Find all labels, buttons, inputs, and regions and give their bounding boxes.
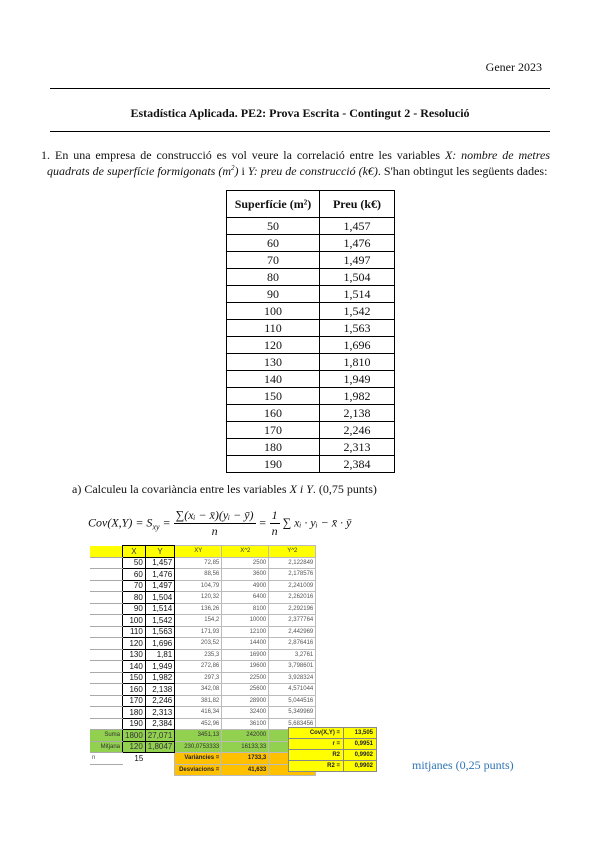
price-cell: 1,504 — [320, 269, 395, 286]
sheet-row-margin — [90, 557, 123, 569]
question-number: 1. — [41, 148, 50, 162]
sheet-row-margin — [90, 615, 123, 627]
sheet-cell: 100 — [123, 615, 146, 627]
sheet-cell: 1,696 — [145, 638, 174, 650]
result-label: R2 — [289, 750, 344, 761]
sheet-cell: 5,044516 — [269, 695, 316, 707]
sheet-cell: 1,949 — [145, 661, 174, 673]
sheet-sum-cell: 242000 — [222, 730, 269, 742]
means-note: mitjanes (0,25 punts) — [412, 758, 514, 772]
variance-x: 1733,3 — [222, 753, 269, 765]
surface-cell: 50 — [227, 218, 320, 235]
sheet-cell: 272,86 — [175, 661, 222, 673]
surface-cell: 190 — [227, 456, 320, 473]
sheet-row — [90, 557, 316, 569]
sheet-cell: 1,497 — [145, 580, 174, 592]
desv-x: 41,633 — [222, 764, 269, 776]
result-row — [289, 750, 377, 761]
sheet-cell: 452,96 — [175, 718, 222, 730]
sheet-row — [90, 707, 316, 719]
sheet-cell: 2,241009 — [269, 580, 316, 592]
exam-date: Gener 2023 — [485, 60, 542, 74]
sheet-cell: 104,79 — [175, 580, 222, 592]
sheet-row-margin — [90, 707, 123, 719]
page-title: Estadística Aplicada. PE2: Prova Escrita - Contingut 2 - Resolució — [130, 106, 470, 120]
result-label: R2 = — [289, 761, 344, 772]
sheet-row-margin — [90, 638, 123, 650]
table-row — [227, 371, 395, 388]
price-cell: 1,542 — [320, 303, 395, 320]
col-header-price: Preu (k€) — [320, 191, 395, 218]
table-row — [227, 337, 395, 354]
price-cell: 1,696 — [320, 337, 395, 354]
sheet-cell: 297,3 — [175, 672, 222, 684]
sheet-cell: 342,08 — [175, 684, 222, 696]
table-row — [227, 235, 395, 252]
sheet-cell: 2,876416 — [269, 638, 316, 650]
sheet-sum-cell: 27,071 — [145, 730, 174, 742]
surface-cell: 60 — [227, 235, 320, 252]
sheet-row — [90, 603, 316, 615]
table-row — [227, 218, 395, 235]
sheet-cell: 154,2 — [175, 615, 222, 627]
result-row — [289, 739, 377, 750]
sheet-cell: 2,138 — [145, 684, 174, 696]
variances-label: Variàncies = — [175, 753, 222, 765]
sheet-mean-row — [90, 741, 316, 753]
sheet-cell: 6400 — [222, 592, 269, 604]
sheet-empty — [145, 764, 174, 776]
surface-cell: 150 — [227, 388, 320, 405]
sheet-cell: 4900 — [222, 580, 269, 592]
sheet-cell: 2,313 — [145, 707, 174, 719]
sheet-cell: 171,93 — [175, 626, 222, 638]
sheet-row-margin — [90, 684, 123, 696]
sheet-header-cell: XY — [175, 546, 222, 558]
sheet-cell: 22500 — [222, 672, 269, 684]
sheet-cell: 4,571044 — [269, 684, 316, 696]
sheet-sum-row — [90, 730, 316, 742]
sheet-cell: 19600 — [222, 661, 269, 673]
sheet-cell: 180 — [123, 707, 146, 719]
price-cell: 1,476 — [320, 235, 395, 252]
sheet-sum-cell: 1800 — [123, 730, 146, 742]
sheet-cell: 1,476 — [145, 569, 174, 581]
sheet-cell: 381,82 — [175, 695, 222, 707]
table-row — [227, 303, 395, 320]
table-row — [227, 456, 395, 473]
sheet-mean-cell: 16133,33 — [222, 741, 269, 753]
sheet-cell: 5,683456 — [269, 718, 316, 730]
sheet-sum-cell: Suma — [90, 730, 123, 742]
table-row — [227, 354, 395, 371]
data-table — [226, 190, 395, 473]
col-header-surface: Superfície (m²) — [227, 191, 320, 218]
surface-cell: 100 — [227, 303, 320, 320]
sheet-cell: 72,85 — [175, 557, 222, 569]
sheet-n-label: n — [90, 753, 123, 765]
sheet-cell: 2,377764 — [269, 615, 316, 627]
table-row — [227, 320, 395, 337]
question-1 — [41, 148, 550, 178]
sheet-mean-cell: 120 — [123, 741, 146, 753]
sheet-cell: 14400 — [222, 638, 269, 650]
result-value: 0,9902 — [344, 750, 377, 761]
surface-cell: 170 — [227, 422, 320, 439]
sheet-cell: 10000 — [222, 615, 269, 627]
sheet-row-margin — [90, 603, 123, 615]
sheet-cell: 16900 — [222, 649, 269, 661]
price-cell: 2,313 — [320, 439, 395, 456]
title-divider — [50, 131, 550, 132]
top-divider — [50, 88, 550, 89]
surface-cell: 180 — [227, 439, 320, 456]
table-row — [227, 388, 395, 405]
table-row — [227, 405, 395, 422]
sheet-row-margin — [90, 649, 123, 661]
sheet-cell: 136,26 — [175, 603, 222, 615]
sheet-cell: 150 — [123, 672, 146, 684]
sheet-header-cell: X — [123, 546, 146, 558]
sheet-cell: 2,246 — [145, 695, 174, 707]
sheet-desv-row — [90, 764, 316, 776]
sheet-row — [90, 718, 316, 730]
sheet-cell: 2,384 — [145, 718, 174, 730]
sheet-empty — [145, 753, 174, 765]
spreadsheet-screenshot — [90, 545, 316, 776]
sheet-cell: 60 — [123, 569, 146, 581]
sheet-row-margin — [90, 569, 123, 581]
sheet-cell: 5,349969 — [269, 707, 316, 719]
sheet-cell: 50 — [123, 557, 146, 569]
sheet-sum-cell: 3451,13 — [175, 730, 222, 742]
sheet-cell: 1,457 — [145, 557, 174, 569]
sheet-empty — [123, 764, 146, 776]
sheet-cell: 2,122849 — [269, 557, 316, 569]
result-row — [289, 761, 377, 772]
sheet-cell: 28900 — [222, 695, 269, 707]
sheet-corner — [90, 546, 123, 558]
result-value: 0,9902 — [344, 761, 377, 772]
price-cell: 1,514 — [320, 286, 395, 303]
sheet-cell: 8100 — [222, 603, 269, 615]
surface-cell: 120 — [227, 337, 320, 354]
sheet-cell: 110 — [123, 626, 146, 638]
sheet-row-margin — [90, 672, 123, 684]
sheet-cell: 2,442969 — [269, 626, 316, 638]
sheet-row-margin — [90, 661, 123, 673]
sheet-header-cell: X^2 — [222, 546, 269, 558]
price-cell: 2,246 — [320, 422, 395, 439]
price-cell: 1,982 — [320, 388, 395, 405]
sheet-cell: 140 — [123, 661, 146, 673]
question-text-2: i — [238, 164, 248, 178]
sheet-header-row — [90, 546, 316, 558]
sheet-row-margin — [90, 626, 123, 638]
desv-label: Desviacions = — [175, 764, 222, 776]
sheet-cell: 1,514 — [145, 603, 174, 615]
sheet-cell: 1,982 — [145, 672, 174, 684]
sheet-empty — [90, 764, 123, 776]
price-cell: 2,384 — [320, 456, 395, 473]
table-row — [227, 422, 395, 439]
price-cell: 1,810 — [320, 354, 395, 371]
formula-fraction: $\frac{\text{∑(xᵢ − x̄)(yᵢ − ȳ)}}{n}$ — [175, 508, 254, 538]
sheet-row — [90, 580, 316, 592]
sheet-row — [90, 626, 316, 638]
question-text-3: . S'han obtingut les següents dades: — [377, 164, 548, 178]
sheet-n-value: 15 — [134, 754, 144, 763]
table-row — [227, 252, 395, 269]
sheet-cell: 3,928324 — [269, 672, 316, 684]
table-row — [227, 269, 395, 286]
sheet-cell: 1,81 — [145, 649, 174, 661]
surface-cell: 140 — [227, 371, 320, 388]
sheet-cell: 12100 — [222, 626, 269, 638]
sheet-cell: 170 — [123, 695, 146, 707]
sheet-cell: 130 — [123, 649, 146, 661]
sheet-cell: 36100 — [222, 718, 269, 730]
variable-x: X: nombre de metres quadrats de superfície formigonats $(m^2)$ — [47, 148, 550, 178]
sheet-row-margin — [90, 695, 123, 707]
sheet-row — [90, 615, 316, 627]
result-row — [289, 728, 377, 739]
sheet-n-row — [90, 753, 316, 765]
sheet-row — [90, 672, 316, 684]
price-cell: 1,457 — [320, 218, 395, 235]
sheet-row — [90, 661, 316, 673]
sheet-cell: 1,563 — [145, 626, 174, 638]
sheet-cell: 1,542 — [145, 615, 174, 627]
sheet-row — [90, 684, 316, 696]
sheet-header-cell: Y^2 — [269, 546, 316, 558]
price-cell: 1,563 — [320, 320, 395, 337]
sheet-cell: 3,2761 — [269, 649, 316, 661]
sheet-cell: 2,292196 — [269, 603, 316, 615]
sheet-cell: 203,52 — [175, 638, 222, 650]
surface-cell: 160 — [227, 405, 320, 422]
table-row — [227, 439, 395, 456]
formula-one-over-n: $\frac{1}{n}$ — [271, 508, 278, 538]
surface-cell: 110 — [227, 320, 320, 337]
result-value: 13,505 — [344, 728, 377, 739]
sheet-cell: 416,34 — [175, 707, 222, 719]
sheet-row — [90, 649, 316, 661]
sheet-header-cell: Y — [145, 546, 174, 558]
sheet-row-margin — [90, 592, 123, 604]
surface-cell: 90 — [227, 286, 320, 303]
price-cell: 1,949 — [320, 371, 395, 388]
covariance-formula: $Cov(X,Y) = S_{xy}$ = $\frac{\text{∑(xᵢ − x̄)(yᵢ − ȳ)}}{n}$ = $\frac{1}{n}$ ∑ xᵢ · yᵢ − x̄ · ȳ — [88, 508, 352, 538]
price-cell: 2,138 — [320, 405, 395, 422]
spreadsheet-table — [90, 545, 316, 776]
result-value: 0,9951 — [344, 739, 377, 750]
sheet-mean-cell: Mitjana — [90, 741, 123, 753]
sheet-cell: 80 — [123, 592, 146, 604]
sheet-row-margin — [90, 580, 123, 592]
sheet-cell: 160 — [123, 684, 146, 696]
sheet-cell: 90 — [123, 603, 146, 615]
sheet-cell: 88,56 — [175, 569, 222, 581]
surface-cell: 70 — [227, 252, 320, 269]
part-a-prompt: a) Calculeu la covariància entre les variables X i Y. (0,75 punts) — [72, 482, 377, 496]
sheet-cell: 2,262016 — [269, 592, 316, 604]
sheet-cell: 70 — [123, 580, 146, 592]
sheet-cell: 2500 — [222, 557, 269, 569]
sheet-cell: 120,32 — [175, 592, 222, 604]
question-text-1: En una empresa de construcció es vol veure la correlació entre les variables — [55, 148, 445, 162]
sheet-row-margin — [90, 718, 123, 730]
sheet-row — [90, 569, 316, 581]
sheet-cell: 3600 — [222, 569, 269, 581]
variable-y: Y: preu de construcció (k€) — [247, 164, 378, 178]
surface-cell: 80 — [227, 269, 320, 286]
sheet-mean-cell: 230,0753333 — [175, 741, 222, 753]
table-row — [227, 286, 395, 303]
sheet-mean-cell: 1,8047 — [145, 741, 174, 753]
sheet-row — [90, 592, 316, 604]
sheet-cell: 120 — [123, 638, 146, 650]
sheet-row — [90, 638, 316, 650]
price-cell: 1,497 — [320, 252, 395, 269]
result-label: Cov(X,Y) = — [289, 728, 344, 739]
sheet-cell: 235,3 — [175, 649, 222, 661]
sheet-cell: 190 — [123, 718, 146, 730]
sheet-cell: 25600 — [222, 684, 269, 696]
sheet-cell: 3,798601 — [269, 661, 316, 673]
results-table — [288, 727, 377, 772]
result-label: r = — [289, 739, 344, 750]
sheet-cell: 32400 — [222, 707, 269, 719]
sheet-row — [90, 695, 316, 707]
sheet-cell: 2,178576 — [269, 569, 316, 581]
surface-cell: 130 — [227, 354, 320, 371]
sheet-cell: 1,504 — [145, 592, 174, 604]
